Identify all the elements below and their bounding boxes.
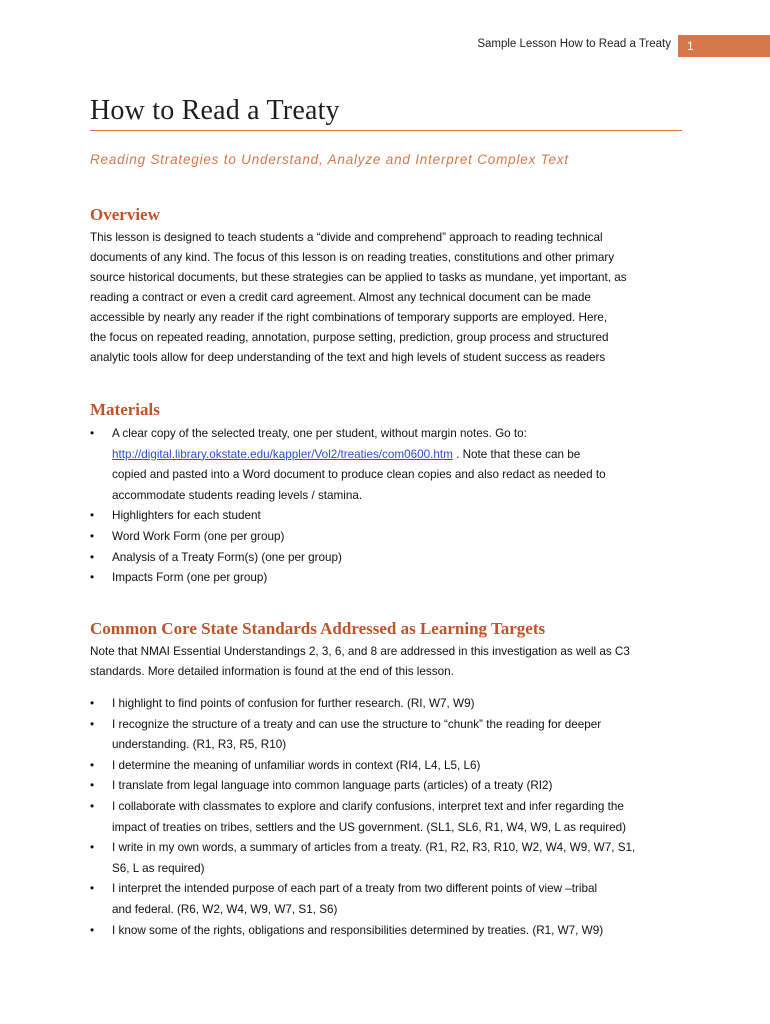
bullet-icon: • [90,697,95,710]
list-item-text: I recognize the structure of a treaty and can use the structure to “chunk” the reading for deeper [112,717,602,731]
list-item-text: impact of treaties on tribes, settlers and the US government. (SL1, SL6, R1, W4, W9, L as required) [112,820,627,834]
list-item [90,838,690,879]
list-item-text: Highlighters for each student [112,509,261,523]
list-item [90,506,690,527]
overview-line: source historical documents, but these strategies can be applied to tasks as mundane, yet important, as [90,271,627,284]
bullet-icon: • [90,923,95,937]
list-item [90,694,690,715]
overview-line: the focus on repeated reading, annotation, purpose setting, prediction, group process and structured [90,331,609,344]
list-item [90,756,690,777]
overview-heading: Overview [90,205,160,224]
title-divider [90,130,682,131]
list-item [90,548,690,569]
bullet-icon: • [90,529,95,543]
learning-targets-list [90,694,690,941]
list-item-text: S6, L as required) [112,861,205,875]
list-item-text: I collaborate with classmates to explore and clarify confusions, interpret text and infer regarding the [112,799,624,813]
bullet-icon: • [90,758,95,772]
list-item-text: I interpret the intended purpose of each part of a treaty from two different points of view –tribal [112,882,598,896]
list-item-text: I write in my own words, a summary of articles from a treaty. (R1, R2, R3, R10, W2, W4, W9, W7, S1, [112,841,636,855]
standards-intro-line: standards. More detailed information is found at the end of this lesson. [90,665,454,678]
overview-line: reading a contract or even a credit card agreement. Almost any technical document can be made [90,291,591,304]
treaty-link[interactable]: http://digital.library.okstate.edu/kappler/Vol2/treaties/com0600.htm [112,447,453,461]
bullet-icon: • [90,779,95,793]
list-item [90,921,690,942]
list-item-text: and federal. (R6, W2, W4, W9, W7, S1, S6) [112,902,338,916]
list-item-text: I translate from legal language into common language parts (articles) of a treaty (RI2) [112,779,553,793]
list-item-text-continued: . Note that these can be [452,447,581,461]
list-item [90,776,690,797]
standards-heading: Common Core State Standards Addressed as Learning Targets [90,619,546,638]
list-item [90,879,690,920]
list-item-text: Impacts Form (one per group) [112,571,268,585]
bullet-icon: • [90,427,95,440]
bullet-icon: • [90,509,95,523]
list-item-text: copied and pasted into a Word document to produce clean copies and also redact as needed to [112,468,606,482]
list-item [90,797,690,838]
overview-line: accessible by nearly any reader if the right combinations of temporary supports are employed. Here, [90,311,608,324]
document-title: How to Read a Treaty [90,95,340,126]
overview-line: analytic tools allow for deep understanding of the text and high levels of student success as readers [90,351,606,364]
list-item-text: understanding. (R1, R3, R5, R10) [112,738,287,752]
bullet-icon: • [90,882,95,896]
list-item [90,715,690,756]
list-item-text [112,445,690,466]
overview-paragraph [90,228,690,368]
list-item-text: accommodate students reading levels / stamina. [112,488,363,502]
list-item-text: Analysis of a Treaty Form(s) (one per group) [112,550,342,564]
header-title: Sample Lesson How to Read a Treaty [477,38,671,50]
materials-heading: Materials [90,400,160,419]
bullet-icon: • [90,717,95,731]
list-item-text: I highlight to find points of confusion for further research. (RI, W7, W9) [112,697,475,710]
list-item-text: I know some of the rights, obligations and responsibilities determined by treaties. (R1, W7, W9) [112,923,604,937]
list-item-text: I determine the meaning of unfamiliar words in context (RI4, L4, L5, L6) [112,758,481,772]
bullet-icon: • [90,799,95,813]
bullet-icon: • [90,571,95,585]
page-header [0,38,770,58]
list-item [90,527,690,548]
materials-list [90,424,690,589]
standards-intro [90,642,690,682]
standards-intro-line: Note that NMAI Essential Understandings 2, 3, 6, and 8 are addressed in this investigation as well as C3 [90,645,630,658]
list-item-text: Word Work Form (one per group) [112,529,285,543]
bullet-icon: • [90,550,95,564]
overview-line: This lesson is designed to teach students a “divide and comprehend” approach to reading technical [90,231,603,244]
page-number: 1 [678,35,770,57]
bullet-icon: • [90,841,95,855]
document-subtitle: Reading Strategies to Understand, Analyze and Interpret Complex Text [90,152,569,167]
overview-line: documents of any kind. The focus of this lesson is on reading treaties, constitutions and other primary [90,251,615,264]
list-item [90,424,690,506]
list-item-text: A clear copy of the selected treaty, one per student, without margin notes. Go to: [112,427,527,440]
list-item [90,568,690,589]
